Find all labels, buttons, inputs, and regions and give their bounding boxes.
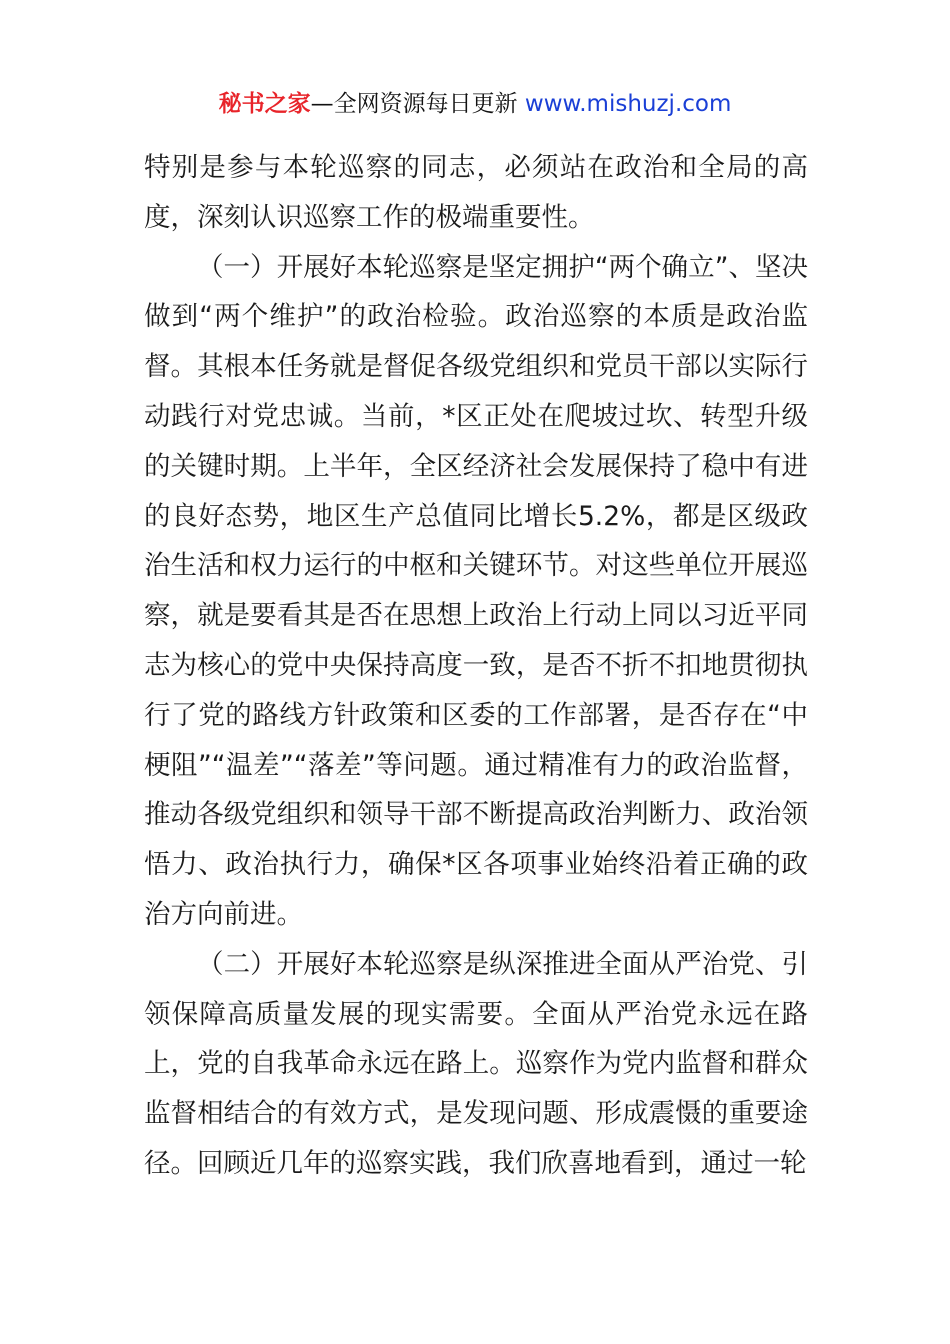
paragraph-section-two: （二）开展好本轮巡察是纵深推进全面从严治党、引领保障高质量发展的现实需要。全面从严治党永远在路上，党的自我革命永远在路上。巡察作为党内监督和群众监督相结合的有效方式，是发现问题、形成震慑的重要途径。回顾近几年的巡察实践，我们欣喜地看到，通过一轮 <box>144 948 808 1179</box>
page-header <box>0 88 950 120</box>
paragraph-section-one: （一）开展好本轮巡察是坚定拥护“两个确立”、坚决做到“两个维护”的政治检验。政治巡察的本质是政治监督。其根本任务就是督促各级党组织和党员干部以实际行动践行对党忠诚。当前，*区正处在爬坡过坎、转型升级的关键时期。上半年，全区经济社会发展保持了稳中有进的良好态势，地区生产总值同比增长5.2%，都是区级政治生活和权力运行的中枢和关键环节。对这些单位开展巡察，就是要看其是否在思想上政治上行动上同以习近平同志为核心的党中央保持高度一致，是否不折不扣地贯彻执行了党的路线方针政策和区委的工作部署，是否存在“中梗阻”“温差”“落差”等问题。通过精准有力的政治监督，推动各级党组织和领导干部不断提高政治判断力、政治领悟力、政治执行力，确保*区各项事业始终沿着正确的政治方向前进。 <box>144 251 808 930</box>
header-tagline: —全网资源每日更新 <box>310 91 525 117</box>
paragraph-continuation: 特别是参与本轮巡察的同志，必须站在政治和全局的高度，深刻认识巡察工作的极端重要性。 <box>144 152 808 233</box>
document-body <box>144 143 808 1189</box>
header-url-link[interactable]: www.mishuzj.com <box>524 91 732 117</box>
header-brand: 秘书之家 <box>218 91 311 117</box>
